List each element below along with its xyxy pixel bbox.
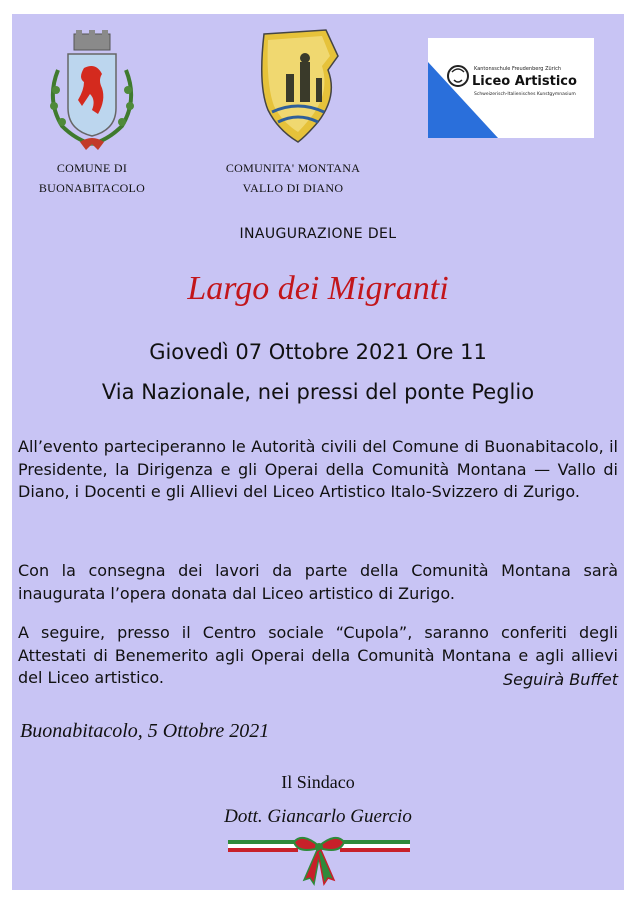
caption-line: COMUNITA' MONTANA — [225, 161, 361, 175]
liceo-small-line: Kantonsschule Freudenberg Zürich — [474, 66, 562, 72]
buonabitacolo-caption — [20, 158, 164, 198]
tricolor-ribbon-icon — [228, 832, 410, 886]
comunita-montana-caption — [208, 158, 378, 198]
inauguration-intro: INAUGURAZIONE DEL — [239, 226, 397, 242]
event-datetime: Giovedì 07 Ottobre 2021 Ore 11 — [149, 340, 487, 364]
caption-line: COMUNE DI — [56, 161, 128, 175]
liceo-artistico-logo — [428, 38, 594, 138]
awards-paragraph: A seguire, presso il Centro sociale “Cupola”, saranno conferiti degli Attestati di Benemerito agli Operai della Comunità Montana e agli allievi del Liceo artistico. — [18, 623, 618, 687]
liceo-sub-line: Schweizerisch-Italienisches Kunstgymnasium — [474, 92, 576, 97]
liceo-name: Liceo Artistico — [472, 74, 577, 89]
buonabitacolo-coat-of-arms-logo — [40, 30, 144, 154]
signatory-role: Il Sindaco — [281, 772, 355, 792]
caption-line: VALLO DI DIANO — [242, 181, 344, 195]
event-location: Via Nazionale, nei pressi del ponte Peglio — [101, 380, 535, 404]
buffet-note: Seguirà Buffet — [503, 670, 618, 689]
comunita-montana-logo — [256, 26, 346, 146]
caption-line: BUONABITACOLO — [38, 181, 146, 195]
place-date: Buonabitacolo, 5 Ottobre 2021 — [20, 720, 270, 742]
signatory-name: Dott. Giancarlo Guercio — [224, 806, 412, 827]
event-title: Largo dei Migranti — [187, 270, 449, 307]
participants-paragraph: All’evento parteciperanno le Autorità civili del Comune di Buonabitacolo, il Presidente, la Dirigenza e gli Operai della Comunità Montana — Vallo di Diano, i Docenti e gli Allievi del Liceo Artistico Italo-Svizzero di Zurigo. — [18, 437, 618, 501]
delivery-paragraph: Con la consegna dei lavori da parte della Comunità Montana sarà inaugurata l’opera donata dal Liceo artistico di Zurigo. — [18, 561, 618, 603]
invitation-page — [12, 14, 624, 890]
